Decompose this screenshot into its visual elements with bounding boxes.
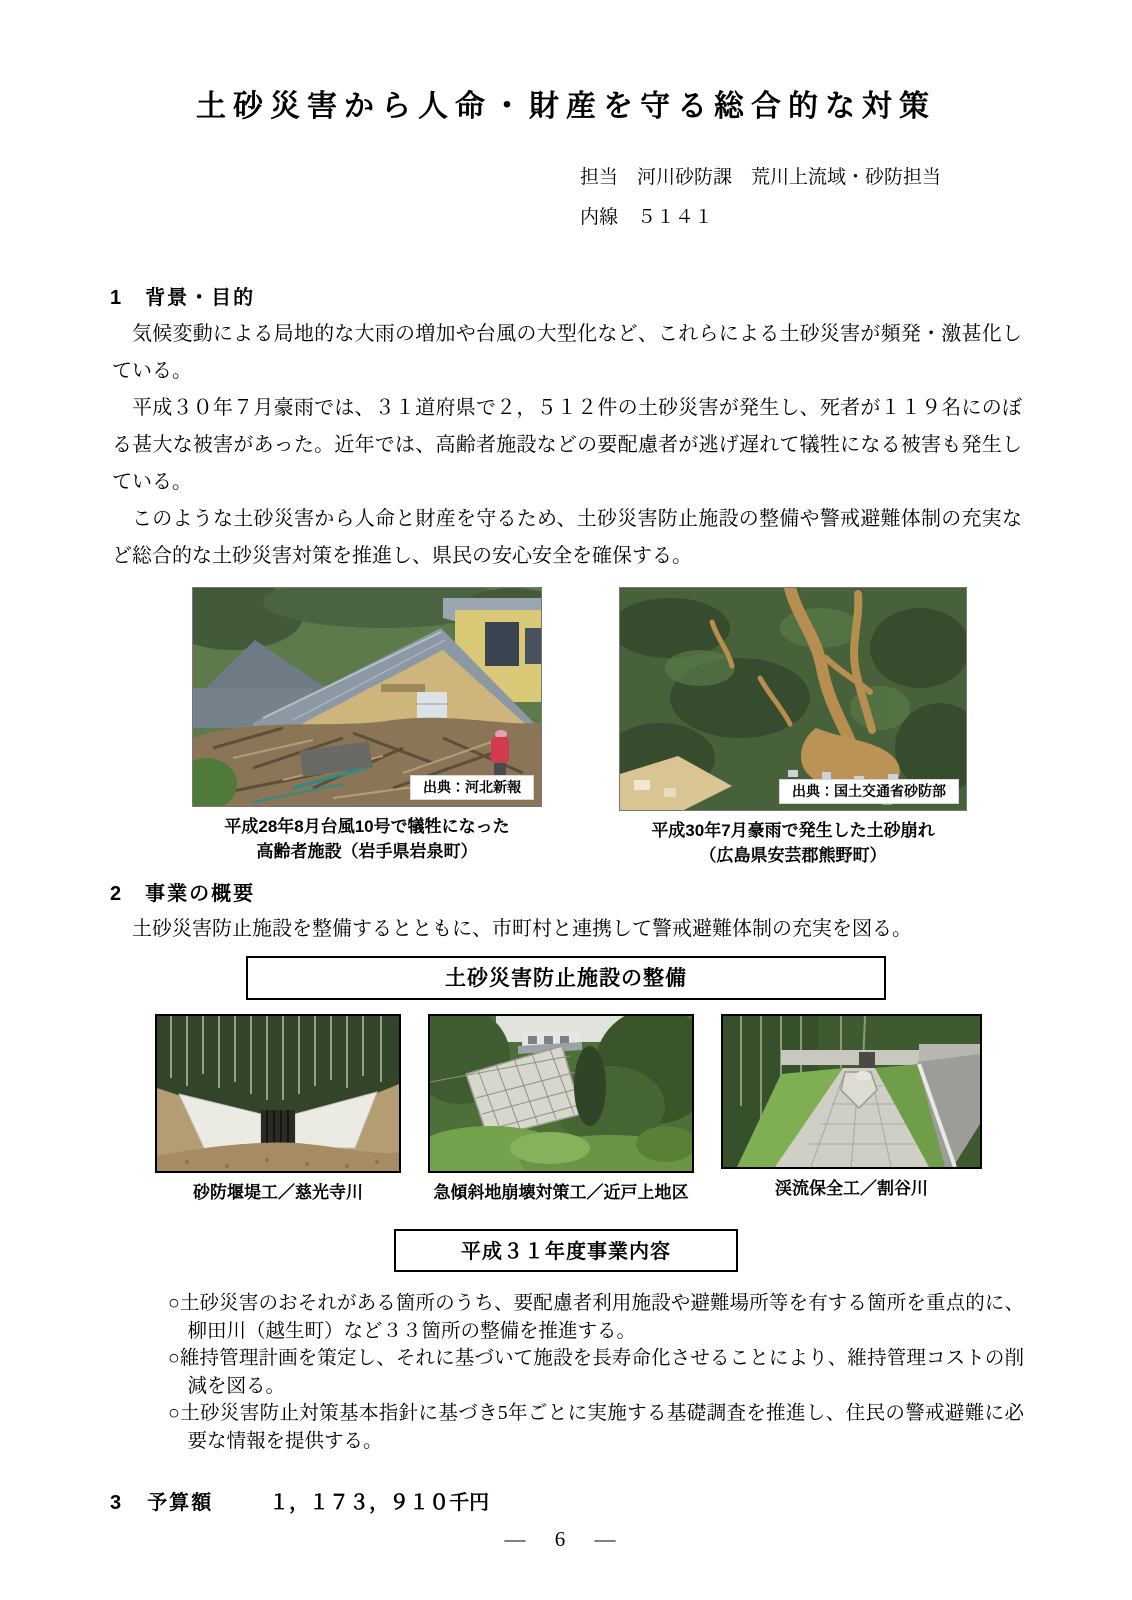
section-2-heading [110,880,1132,908]
sabo-dam-photo [155,1014,401,1173]
figure-landslide-aerial [619,587,967,868]
page-title: 土砂災害から人命・財産を守る総合的な対策 [196,90,936,123]
bullet-marker: ○ [168,1293,180,1314]
landslide-aerial-photo [619,587,967,811]
figure-elderly-facility [192,587,542,868]
photo-caption: 渓流保全工／割谷川 [775,1179,928,1198]
section-2-number: 2 [110,883,122,905]
photo-caption: 平成30年7月豪雨で発生した土砂崩れ （広島県安芸郡熊野町） [651,821,935,865]
sabo-dam-photo-illustration [157,1016,399,1171]
stream-conservation-photo [721,1014,982,1169]
contact-extension-line: 内線 ５１４１ [580,207,714,228]
stream-conservation-photo-illustration [723,1016,980,1167]
paragraph: 土砂災害防止施設を整備するとともに、市町村と連携して警戒避難体制の充実を図る。 [132,918,912,940]
section-3-heading [110,1489,1132,1517]
section-3-title: 予算額 [147,1492,214,1514]
bullet-item: ○土砂災害防止対策基本指針に基づき5年ごとに実施する基礎調査を推進し、住民の警戒避難に必要な情報を提供する。 [168,1403,1024,1452]
photo-source-credit: 出典：国土交通省砂防部 [779,779,959,804]
bullet-marker: ○ [168,1403,181,1424]
bullet-item: ○土砂災害のおそれがある箇所のうち、要配慮者利用施設や避難場所等を有する箇所を重点的に、柳田川（越生町）など３３箇所の整備を推進する。 [168,1293,1024,1342]
paragraph: 平成３０年７月豪雨では、３１道府県で２，５１２件の土砂災害が発生し、死者が１１９名にのぼる甚大な被害があった。近年では、高齢者施設などの要配慮者が逃げ遅れて犠牲になる被害も発生している。 [112,397,1022,493]
contact-department-line: 担当 河川砂防課 荒川上流域・砂防担当 [580,167,942,188]
contact-block [580,158,1132,238]
photo-caption: 砂防堰堤工／慈光寺川 [193,1183,363,1202]
figure-stream-conservation [721,1014,982,1205]
fy2019-box-heading: 平成３１年度事業内容 [394,1229,738,1272]
photo-caption: 平成28年8月台風10号で犠牲になった 高齢者施設（岩手県岩泉町） [224,817,510,861]
slope-countermeasure-photo-illustration [430,1016,692,1171]
page-number: ― 6 ― [504,1527,628,1551]
section-2-intro [112,912,1022,946]
section-1-heading [110,284,1132,312]
section-3-number: 3 [110,1492,122,1514]
bullet-item: ○維持管理計画を策定し、それに基づいて施設を長寿命化させることにより、維持管理コストの削減を図る。 [168,1348,1024,1397]
bullet-marker: ○ [168,1348,180,1369]
budget-amount: １，１７３，９１０千円 [269,1492,490,1514]
section-1-title: 背景・目的 [145,287,256,309]
photo-source-credit: 出典：河北新報 [410,775,534,800]
landslide-aerial-photo-illustration [620,588,966,810]
facility-figures-row [155,1014,982,1205]
elderly-facility-photo [192,587,542,807]
paragraph: このような土砂災害から人命と財産を守るため、土砂災害防止施設の整備や警戒避難体制の充実など総合的な土砂災害対策を推進し、県民の安心安全を確保する。 [112,508,1022,567]
figure-slope-countermeasure [428,1014,694,1205]
paragraph: 気候変動による局地的な大雨の増加や台風の大型化など、これらによる土砂災害が頻発・激甚化している。 [112,323,1022,382]
section-1-number: 1 [110,287,122,309]
elderly-facility-photo-illustration [193,588,541,806]
figure-sabo-dam [155,1014,401,1205]
top-figures-row [192,587,967,868]
facilities-box-heading: 土砂災害防止施設の整備 [246,956,886,1000]
section-1-body [112,316,1022,575]
section-2-title: 事業の概要 [145,883,256,905]
slope-countermeasure-photo [428,1014,694,1173]
photo-caption: 急傾斜地崩壊対策工／近戸上地区 [433,1183,689,1202]
bullet-list [168,1290,1024,1455]
